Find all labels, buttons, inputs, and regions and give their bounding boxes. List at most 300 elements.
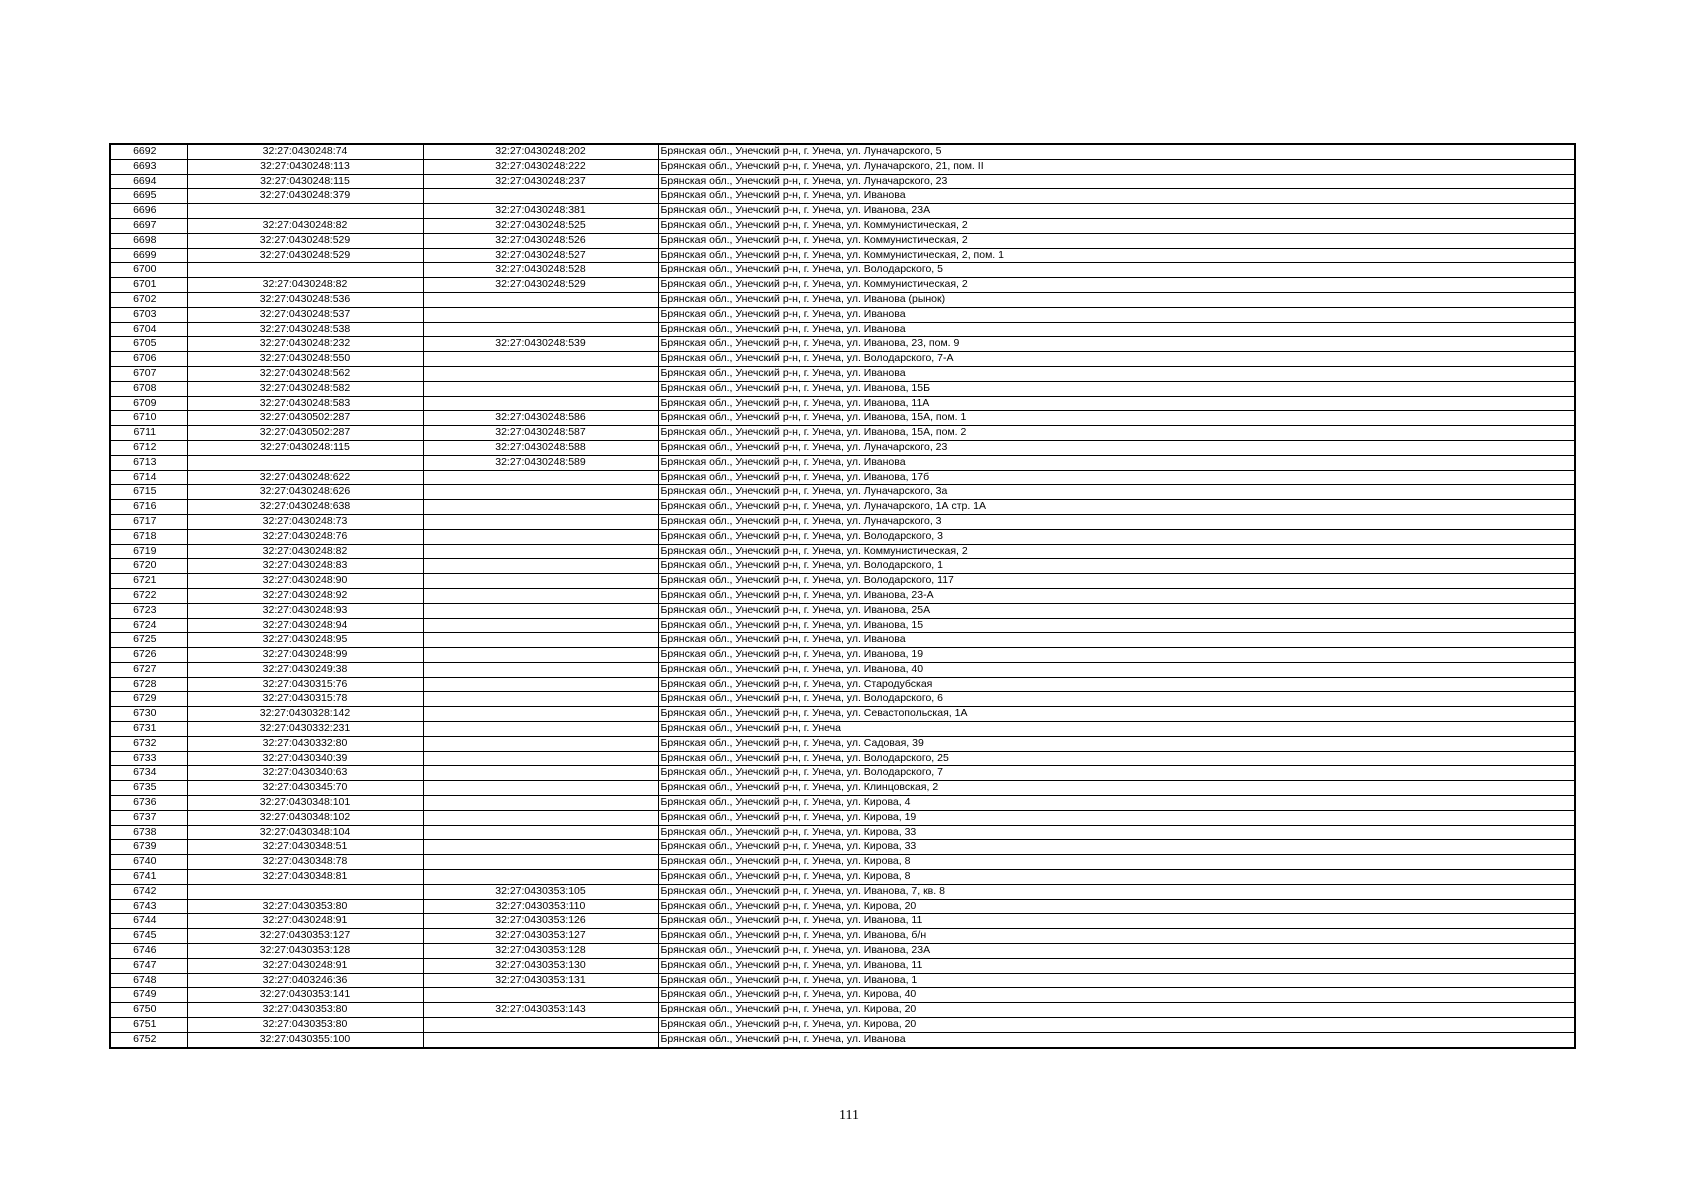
row-number-cell: 6707 <box>110 366 187 381</box>
address-cell: Брянская обл., Унечский р-н, г. Унеча, ул. Иванова, 7, кв. 8 <box>658 884 1575 899</box>
address-cell: Брянская обл., Унечский р-н, г. Унеча, ул. Иванова, 15Б <box>658 381 1575 396</box>
address-cell: Брянская обл., Унечский р-н, г. Унеча, ул. Иванова, б/н <box>658 929 1575 944</box>
table-row <box>110 352 1575 367</box>
address-cell: Брянская обл., Унечский р-н, г. Унеча, ул. Иванова <box>658 1032 1575 1047</box>
address-cell: Брянская обл., Унечский р-н, г. Унеча, ул. Иванова, 19 <box>658 648 1575 663</box>
row-number-cell: 6717 <box>110 514 187 529</box>
row-number-cell: 6701 <box>110 278 187 293</box>
cadastral-number-cell: 32:27:0430248:536 <box>187 292 423 307</box>
table-row <box>110 204 1575 219</box>
table-row <box>110 662 1575 677</box>
address-cell: Брянская обл., Унечский р-н, г. Унеча, ул. Клинцовская, 2 <box>658 781 1575 796</box>
row-number-cell: 6730 <box>110 707 187 722</box>
cadastral-number-cell: 32:27:0430248:82 <box>187 544 423 559</box>
related-cadastral-number-cell <box>423 381 658 396</box>
related-cadastral-number-cell <box>423 677 658 692</box>
related-cadastral-number-cell: 32:27:0430248:586 <box>423 411 658 426</box>
address-cell: Брянская обл., Унечский р-н, г. Унеча, ул. Иванова, 15А, пом. 1 <box>658 411 1575 426</box>
related-cadastral-number-cell <box>423 588 658 603</box>
cadastral-number-cell: 32:27:0430248:115 <box>187 174 423 189</box>
table-row <box>110 677 1575 692</box>
address-cell: Брянская обл., Унечский р-н, г. Унеча, ул. Володарского, 3 <box>658 529 1575 544</box>
row-number-cell: 6703 <box>110 307 187 322</box>
row-number-cell: 6726 <box>110 648 187 663</box>
table-row <box>110 944 1575 959</box>
cadastral-number-cell: 32:27:0430248:537 <box>187 307 423 322</box>
related-cadastral-number-cell <box>423 855 658 870</box>
table-row <box>110 618 1575 633</box>
cadastral-number-cell: 32:27:0430248:76 <box>187 529 423 544</box>
row-number-cell: 6737 <box>110 810 187 825</box>
row-number-cell: 6706 <box>110 352 187 367</box>
table-row <box>110 292 1575 307</box>
related-cadastral-number-cell <box>423 307 658 322</box>
related-cadastral-number-cell <box>423 352 658 367</box>
table-row <box>110 263 1575 278</box>
table-row <box>110 322 1575 337</box>
cadastral-number-cell: 32:27:0430248:379 <box>187 189 423 204</box>
address-cell: Брянская обл., Унечский р-н, г. Унеча, ул. Кирова, 8 <box>658 855 1575 870</box>
table-row <box>110 914 1575 929</box>
table-row <box>110 248 1575 263</box>
cadastral-number-cell: 32:27:0403246:36 <box>187 973 423 988</box>
table-row <box>110 633 1575 648</box>
table-row <box>110 559 1575 574</box>
cadastral-number-cell: 32:27:0430353:141 <box>187 988 423 1003</box>
related-cadastral-number-cell: 32:27:0430248:587 <box>423 426 658 441</box>
address-cell: Брянская обл., Унечский р-н, г. Унеча, ул. Садовая, 39 <box>658 736 1575 751</box>
row-number-cell: 6696 <box>110 204 187 219</box>
address-cell: Брянская обл., Унечский р-н, г. Унеча, ул. Луначарского, 3 <box>658 514 1575 529</box>
cadastral-number-cell: 32:27:0430340:63 <box>187 766 423 781</box>
table-row <box>110 958 1575 973</box>
row-number-cell: 6733 <box>110 751 187 766</box>
table-row <box>110 973 1575 988</box>
related-cadastral-number-cell <box>423 736 658 751</box>
table-row <box>110 514 1575 529</box>
cadastral-number-cell: 32:27:0430248:91 <box>187 958 423 973</box>
cadastral-number-cell: 32:27:0430248:529 <box>187 233 423 248</box>
cadastral-number-cell: 32:27:0430249:38 <box>187 662 423 677</box>
address-cell: Брянская обл., Унечский р-н, г. Унеча, ул. Луначарского, 1А стр. 1А <box>658 500 1575 515</box>
address-cell: Брянская обл., Унечский р-н, г. Унеча, ул. Кирова, 33 <box>658 825 1575 840</box>
table-row <box>110 396 1575 411</box>
cadastral-number-cell: 32:27:0430248:638 <box>187 500 423 515</box>
related-cadastral-number-cell: 32:27:0430248:528 <box>423 263 658 278</box>
cadastral-number-cell: 32:27:0430248:95 <box>187 633 423 648</box>
table-row <box>110 825 1575 840</box>
table-row <box>110 870 1575 885</box>
table-row <box>110 840 1575 855</box>
row-number-cell: 6713 <box>110 455 187 470</box>
related-cadastral-number-cell <box>423 825 658 840</box>
cadastral-number-cell <box>187 204 423 219</box>
related-cadastral-number-cell: 32:27:0430353:110 <box>423 899 658 914</box>
table-row <box>110 366 1575 381</box>
address-cell: Брянская обл., Унечский р-н, г. Унеча, ул. Коммунистическая, 2 <box>658 544 1575 559</box>
row-number-cell: 6718 <box>110 529 187 544</box>
related-cadastral-number-cell <box>423 529 658 544</box>
address-cell: Брянская обл., Унечский р-н, г. Унеча, ул. Володарского, 6 <box>658 692 1575 707</box>
row-number-cell: 6711 <box>110 426 187 441</box>
table-row <box>110 218 1575 233</box>
related-cadastral-number-cell: 32:27:0430248:525 <box>423 218 658 233</box>
related-cadastral-number-cell <box>423 662 658 677</box>
row-number-cell: 6747 <box>110 958 187 973</box>
related-cadastral-number-cell <box>423 810 658 825</box>
address-cell: Брянская обл., Унечский р-н, г. Унеча, ул. Луначарского, 3а <box>658 485 1575 500</box>
cadastral-number-cell: 32:27:0430332:231 <box>187 722 423 737</box>
address-cell: Брянская обл., Унечский р-н, г. Унеча, ул. Володарского, 7-А <box>658 352 1575 367</box>
table-row <box>110 174 1575 189</box>
address-cell: Брянская обл., Унечский р-н, г. Унеча, ул. Иванова, 25А <box>658 603 1575 618</box>
table-row <box>110 189 1575 204</box>
table-row <box>110 1018 1575 1033</box>
related-cadastral-number-cell <box>423 500 658 515</box>
row-number-cell: 6724 <box>110 618 187 633</box>
cadastral-number-cell: 32:27:0430248:626 <box>187 485 423 500</box>
property-table-body <box>110 144 1575 1048</box>
page-number: 111 <box>839 1108 859 1123</box>
related-cadastral-number-cell: 32:27:0430353:143 <box>423 1003 658 1018</box>
address-cell: Брянская обл., Унечский р-н, г. Унеча, ул. Кирова, 4 <box>658 796 1575 811</box>
address-cell: Брянская обл., Унечский р-н, г. Унеча, ул. Кирова, 19 <box>658 810 1575 825</box>
table-row <box>110 500 1575 515</box>
cadastral-number-cell: 32:27:0430348:101 <box>187 796 423 811</box>
row-number-cell: 6735 <box>110 781 187 796</box>
address-cell: Брянская обл., Унечский р-н, г. Унеча, ул. Иванова, 23-А <box>658 588 1575 603</box>
related-cadastral-number-cell <box>423 603 658 618</box>
row-number-cell: 6748 <box>110 973 187 988</box>
related-cadastral-number-cell: 32:27:0430248:202 <box>423 144 658 159</box>
table-row <box>110 411 1575 426</box>
cadastral-number-cell: 32:27:0430248:582 <box>187 381 423 396</box>
related-cadastral-number-cell: 32:27:0430353:127 <box>423 929 658 944</box>
row-number-cell: 6745 <box>110 929 187 944</box>
table-row <box>110 751 1575 766</box>
related-cadastral-number-cell <box>423 781 658 796</box>
row-number-cell: 6698 <box>110 233 187 248</box>
table-row <box>110 722 1575 737</box>
address-cell: Брянская обл., Унечский р-н, г. Унеча, ул. Севастопольская, 1А <box>658 707 1575 722</box>
related-cadastral-number-cell <box>423 1032 658 1047</box>
table-row <box>110 426 1575 441</box>
address-cell: Брянская обл., Унечский р-н, г. Унеча <box>658 722 1575 737</box>
table-row <box>110 544 1575 559</box>
address-cell: Брянская обл., Унечский р-н, г. Унеча, ул. Кирова, 20 <box>658 899 1575 914</box>
cadastral-number-cell <box>187 884 423 899</box>
cadastral-number-cell: 32:27:0430502:287 <box>187 426 423 441</box>
row-number-cell: 6719 <box>110 544 187 559</box>
related-cadastral-number-cell <box>423 544 658 559</box>
table-row <box>110 588 1575 603</box>
address-cell: Брянская обл., Унечский р-н, г. Унеча, ул. Володарского, 25 <box>658 751 1575 766</box>
cadastral-number-cell: 32:27:0430248:550 <box>187 352 423 367</box>
related-cadastral-number-cell <box>423 707 658 722</box>
row-number-cell: 6732 <box>110 736 187 751</box>
related-cadastral-number-cell: 32:27:0430353:131 <box>423 973 658 988</box>
table-row <box>110 381 1575 396</box>
cadastral-number-cell: 32:27:0430353:127 <box>187 929 423 944</box>
table-row <box>110 278 1575 293</box>
table-row <box>110 1032 1575 1047</box>
row-number-cell: 6738 <box>110 825 187 840</box>
related-cadastral-number-cell <box>423 988 658 1003</box>
table-row <box>110 855 1575 870</box>
table-row <box>110 988 1575 1003</box>
related-cadastral-number-cell <box>423 292 658 307</box>
table-row <box>110 529 1575 544</box>
row-number-cell: 6704 <box>110 322 187 337</box>
table-row <box>110 796 1575 811</box>
related-cadastral-number-cell <box>423 514 658 529</box>
row-number-cell: 6705 <box>110 337 187 352</box>
address-cell: Брянская обл., Унечский р-н, г. Унеча, ул. Иванова, 23, пом. 9 <box>658 337 1575 352</box>
cadastral-number-cell: 32:27:0430353:80 <box>187 899 423 914</box>
related-cadastral-number-cell: 32:27:0430248:381 <box>423 204 658 219</box>
cadastral-number-cell: 32:27:0430315:76 <box>187 677 423 692</box>
related-cadastral-number-cell: 32:27:0430248:527 <box>423 248 658 263</box>
row-number-cell: 6750 <box>110 1003 187 1018</box>
related-cadastral-number-cell: 32:27:0430353:128 <box>423 944 658 959</box>
address-cell: Брянская обл., Унечский р-н, г. Унеча, ул. Луначарского, 5 <box>658 144 1575 159</box>
related-cadastral-number-cell <box>423 1018 658 1033</box>
address-cell: Брянская обл., Унечский р-н, г. Унеча, ул. Коммунистическая, 2 <box>658 218 1575 233</box>
address-cell: Брянская обл., Унечский р-н, г. Унеча, ул. Стародубская <box>658 677 1575 692</box>
row-number-cell: 6692 <box>110 144 187 159</box>
related-cadastral-number-cell <box>423 485 658 500</box>
address-cell: Брянская обл., Унечский р-н, г. Унеча, ул. Кирова, 40 <box>658 988 1575 1003</box>
cadastral-number-cell: 32:27:0430248:538 <box>187 322 423 337</box>
address-cell: Брянская обл., Унечский р-н, г. Унеча, ул. Луначарского, 23 <box>658 440 1575 455</box>
address-cell: Брянская обл., Унечский р-н, г. Унеча, ул. Кирова, 20 <box>658 1018 1575 1033</box>
row-number-cell: 6693 <box>110 159 187 174</box>
table-row <box>110 440 1575 455</box>
cadastral-number-cell: 32:27:0430348:102 <box>187 810 423 825</box>
address-cell: Брянская обл., Унечский р-н, г. Унеча, ул. Луначарского, 21, пом. II <box>658 159 1575 174</box>
cadastral-number-cell: 32:27:0430248:562 <box>187 366 423 381</box>
address-cell: Брянская обл., Унечский р-н, г. Унеча, ул. Иванова <box>658 366 1575 381</box>
cadastral-number-cell: 32:27:0430248:73 <box>187 514 423 529</box>
row-number-cell: 6697 <box>110 218 187 233</box>
address-cell: Брянская обл., Унечский р-н, г. Унеча, ул. Кирова, 33 <box>658 840 1575 855</box>
related-cadastral-number-cell: 32:27:0430248:588 <box>423 440 658 455</box>
address-cell: Брянская обл., Унечский р-н, г. Унеча, ул. Иванова, 15А, пом. 2 <box>658 426 1575 441</box>
row-number-cell: 6741 <box>110 870 187 885</box>
table-row <box>110 781 1575 796</box>
related-cadastral-number-cell <box>423 840 658 855</box>
row-number-cell: 6736 <box>110 796 187 811</box>
cadastral-number-cell: 32:27:0430353:128 <box>187 944 423 959</box>
row-number-cell: 6751 <box>110 1018 187 1033</box>
row-number-cell: 6702 <box>110 292 187 307</box>
row-number-cell: 6731 <box>110 722 187 737</box>
table-row <box>110 159 1575 174</box>
related-cadastral-number-cell <box>423 692 658 707</box>
address-cell: Брянская обл., Унечский р-н, г. Унеча, ул. Иванова, 1 <box>658 973 1575 988</box>
cadastral-number-cell: 32:27:0430345:70 <box>187 781 423 796</box>
address-cell: Брянская обл., Унечский р-н, г. Унеча, ул. Володарского, 7 <box>658 766 1575 781</box>
row-number-cell: 6712 <box>110 440 187 455</box>
address-cell: Брянская обл., Унечский р-н, г. Унеча, ул. Володарского, 1 <box>658 559 1575 574</box>
cadastral-number-cell: 32:27:0430248:94 <box>187 618 423 633</box>
address-cell: Брянская обл., Унечский р-н, г. Унеча, ул. Володарского, 117 <box>658 574 1575 589</box>
row-number-cell: 6709 <box>110 396 187 411</box>
row-number-cell: 6746 <box>110 944 187 959</box>
address-cell: Брянская обл., Унечский р-н, г. Унеча, ул. Коммунистическая, 2, пом. 1 <box>658 248 1575 263</box>
cadastral-number-cell: 32:27:0430315:78 <box>187 692 423 707</box>
table-row <box>110 692 1575 707</box>
cadastral-number-cell: 32:27:0430353:80 <box>187 1003 423 1018</box>
cadastral-number-cell: 32:27:0430248:622 <box>187 470 423 485</box>
address-cell: Брянская обл., Унечский р-н, г. Унеча, ул. Иванова <box>658 633 1575 648</box>
cadastral-number-cell: 32:27:0430502:287 <box>187 411 423 426</box>
related-cadastral-number-cell: 32:27:0430353:105 <box>423 884 658 899</box>
address-cell: Брянская обл., Унечский р-н, г. Унеча, ул. Иванова <box>658 455 1575 470</box>
row-number-cell: 6720 <box>110 559 187 574</box>
row-number-cell: 6699 <box>110 248 187 263</box>
related-cadastral-number-cell: 32:27:0430248:539 <box>423 337 658 352</box>
cadastral-number-cell: 32:27:0430248:99 <box>187 648 423 663</box>
cadastral-number-cell: 32:27:0430248:92 <box>187 588 423 603</box>
address-cell: Брянская обл., Унечский р-н, г. Унеча, ул. Иванова, 11 <box>658 914 1575 929</box>
cadastral-number-cell: 32:27:0430248:529 <box>187 248 423 263</box>
row-number-cell: 6722 <box>110 588 187 603</box>
row-number-cell: 6742 <box>110 884 187 899</box>
related-cadastral-number-cell: 32:27:0430248:237 <box>423 174 658 189</box>
row-number-cell: 6715 <box>110 485 187 500</box>
cadastral-number-cell: 32:27:0430248:583 <box>187 396 423 411</box>
related-cadastral-number-cell <box>423 751 658 766</box>
related-cadastral-number-cell <box>423 396 658 411</box>
cadastral-number-cell: 32:27:0430348:104 <box>187 825 423 840</box>
table-row <box>110 929 1575 944</box>
cadastral-number-cell: 32:27:0430348:78 <box>187 855 423 870</box>
address-cell: Брянская обл., Унечский р-н, г. Унеча, ул. Коммунистическая, 2 <box>658 278 1575 293</box>
row-number-cell: 6734 <box>110 766 187 781</box>
table-row <box>110 603 1575 618</box>
row-number-cell: 6749 <box>110 988 187 1003</box>
table-row <box>110 485 1575 500</box>
row-number-cell: 6721 <box>110 574 187 589</box>
related-cadastral-number-cell <box>423 574 658 589</box>
cadastral-number-cell: 32:27:0430248:90 <box>187 574 423 589</box>
address-cell: Брянская обл., Унечский р-н, г. Унеча, ул. Иванова, 17б <box>658 470 1575 485</box>
row-number-cell: 6739 <box>110 840 187 855</box>
table-row <box>110 470 1575 485</box>
cadastral-number-cell: 32:27:0430332:80 <box>187 736 423 751</box>
cadastral-number-cell: 32:27:0430353:80 <box>187 1018 423 1033</box>
address-cell: Брянская обл., Унечский р-н, г. Унеча, ул. Иванова, 40 <box>658 662 1575 677</box>
cadastral-number-cell <box>187 263 423 278</box>
related-cadastral-number-cell <box>423 322 658 337</box>
row-number-cell: 6743 <box>110 899 187 914</box>
row-number-cell: 6723 <box>110 603 187 618</box>
table-row <box>110 337 1575 352</box>
related-cadastral-number-cell <box>423 766 658 781</box>
related-cadastral-number-cell: 32:27:0430248:222 <box>423 159 658 174</box>
row-number-cell: 6714 <box>110 470 187 485</box>
row-number-cell: 6700 <box>110 263 187 278</box>
address-cell: Брянская обл., Унечский р-н, г. Унеча, ул. Коммунистическая, 2 <box>658 233 1575 248</box>
related-cadastral-number-cell: 32:27:0430248:526 <box>423 233 658 248</box>
property-table <box>109 143 1576 1049</box>
address-cell: Брянская обл., Унечский р-н, г. Унеча, ул. Иванова <box>658 189 1575 204</box>
address-cell: Брянская обл., Унечский р-н, г. Унеча, ул. Володарского, 5 <box>658 263 1575 278</box>
cadastral-number-cell: 32:27:0430248:232 <box>187 337 423 352</box>
cadastral-number-cell: 32:27:0430355:100 <box>187 1032 423 1047</box>
address-cell: Брянская обл., Унечский р-н, г. Унеча, ул. Иванова, 11 <box>658 958 1575 973</box>
row-number-cell: 6744 <box>110 914 187 929</box>
related-cadastral-number-cell <box>423 470 658 485</box>
row-number-cell: 6694 <box>110 174 187 189</box>
address-cell: Брянская обл., Унечский р-н, г. Унеча, ул. Иванова (рынок) <box>658 292 1575 307</box>
related-cadastral-number-cell <box>423 796 658 811</box>
row-number-cell: 6728 <box>110 677 187 692</box>
table-row <box>110 455 1575 470</box>
cadastral-number-cell: 32:27:0430248:82 <box>187 218 423 233</box>
row-number-cell: 6708 <box>110 381 187 396</box>
table-row <box>110 307 1575 322</box>
table-row <box>110 574 1575 589</box>
table-row <box>110 648 1575 663</box>
related-cadastral-number-cell <box>423 618 658 633</box>
table-row <box>110 810 1575 825</box>
cadastral-number-cell: 32:27:0430348:51 <box>187 840 423 855</box>
table-row <box>110 233 1575 248</box>
cadastral-number-cell: 32:27:0430248:93 <box>187 603 423 618</box>
row-number-cell: 6729 <box>110 692 187 707</box>
address-cell: Брянская обл., Унечский р-н, г. Унеча, ул. Иванова, 23А <box>658 944 1575 959</box>
address-cell: Брянская обл., Унечский р-н, г. Унеча, ул. Кирова, 8 <box>658 870 1575 885</box>
table-row <box>110 1003 1575 1018</box>
table-row <box>110 884 1575 899</box>
table-row <box>110 736 1575 751</box>
related-cadastral-number-cell <box>423 870 658 885</box>
related-cadastral-number-cell: 32:27:0430353:130 <box>423 958 658 973</box>
row-number-cell: 6727 <box>110 662 187 677</box>
related-cadastral-number-cell <box>423 648 658 663</box>
table-row <box>110 144 1575 159</box>
address-cell: Брянская обл., Унечский р-н, г. Унеча, ул. Иванова <box>658 307 1575 322</box>
related-cadastral-number-cell: 32:27:0430248:589 <box>423 455 658 470</box>
row-number-cell: 6710 <box>110 411 187 426</box>
cadastral-number-cell: 32:27:0430328:142 <box>187 707 423 722</box>
cadastral-number-cell: 32:27:0430248:74 <box>187 144 423 159</box>
related-cadastral-number-cell: 32:27:0430353:126 <box>423 914 658 929</box>
row-number-cell: 6752 <box>110 1032 187 1047</box>
cadastral-number-cell <box>187 455 423 470</box>
address-cell: Брянская обл., Унечский р-н, г. Унеча, ул. Иванова, 11А <box>658 396 1575 411</box>
address-cell: Брянская обл., Унечский р-н, г. Унеча, ул. Кирова, 20 <box>658 1003 1575 1018</box>
address-cell: Брянская обл., Унечский р-н, г. Унеча, ул. Иванова <box>658 322 1575 337</box>
cadastral-number-cell: 32:27:0430348:81 <box>187 870 423 885</box>
row-number-cell: 6716 <box>110 500 187 515</box>
address-cell: Брянская обл., Унечский р-н, г. Унеча, ул. Иванова, 23А <box>658 204 1575 219</box>
table-row <box>110 766 1575 781</box>
related-cadastral-number-cell <box>423 633 658 648</box>
cadastral-number-cell: 32:27:0430248:83 <box>187 559 423 574</box>
table-row <box>110 899 1575 914</box>
related-cadastral-number-cell <box>423 559 658 574</box>
address-cell: Брянская обл., Унечский р-н, г. Унеча, ул. Иванова, 15 <box>658 618 1575 633</box>
address-cell: Брянская обл., Унечский р-н, г. Унеча, ул. Луначарского, 23 <box>658 174 1575 189</box>
cadastral-number-cell: 32:27:0430248:82 <box>187 278 423 293</box>
related-cadastral-number-cell <box>423 189 658 204</box>
table-row <box>110 707 1575 722</box>
related-cadastral-number-cell: 32:27:0430248:529 <box>423 278 658 293</box>
row-number-cell: 6725 <box>110 633 187 648</box>
